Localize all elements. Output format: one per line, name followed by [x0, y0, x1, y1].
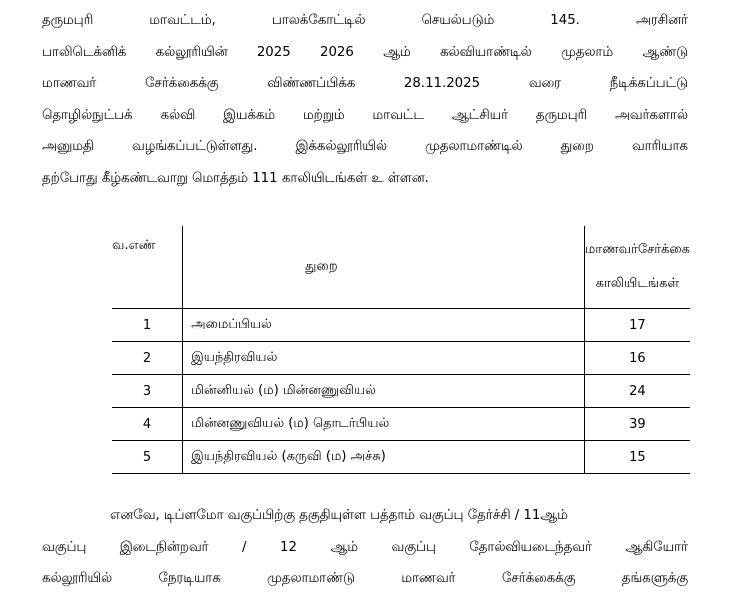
word: வழங்கப்பட்டுள்ளது.: [131, 139, 258, 154]
word: ஆகியோர்: [625, 539, 688, 555]
table-row: [112, 441, 690, 474]
word: பாலக்கோட்டில்: [271, 13, 366, 28]
header-vacancies: [584, 226, 690, 309]
cell-department: இயந்திரவியல் (கருவி (ம) அச்சு): [183, 441, 585, 474]
text-line: [42, 37, 688, 69]
word: சேர்க்கைக்கு: [501, 571, 576, 586]
word: தருமபுரி: [535, 107, 588, 123]
word: நேரடியாக: [158, 571, 221, 586]
word: ஆண்டு: [642, 44, 688, 60]
word: தங்களுக்கு: [621, 571, 688, 586]
word: ஆம்: [383, 44, 411, 60]
text-line: [42, 532, 688, 564]
word: தருமபுரி: [42, 13, 94, 28]
word: வகுப்பு: [42, 539, 87, 555]
word: வாரியாக: [631, 139, 688, 154]
closing-paragraph: [42, 500, 688, 595]
word: /: [242, 539, 247, 555]
text-line: [42, 163, 688, 195]
word: முதலாமாண்டு: [267, 571, 355, 586]
cell-department: இயந்திரவியல்: [183, 342, 585, 375]
word: கல்லூரியின்: [155, 44, 228, 60]
word: வகுப்பு: [391, 539, 436, 555]
cell-sno: 4: [112, 408, 183, 441]
word: ஆம்: [330, 539, 358, 555]
word: 2026: [320, 44, 354, 60]
cell-vacancies: 15: [584, 441, 690, 474]
cell-sno: 1: [112, 309, 183, 342]
word: நீடிக்கப்பட்டு: [609, 76, 688, 91]
word: முதலாமாண்டில்: [425, 139, 523, 154]
cell-vacancies: 16: [584, 342, 690, 375]
word: சேர்க்கைக்கு: [144, 76, 219, 91]
word: மாணவர்: [42, 76, 97, 91]
cell-vacancies: 17: [584, 309, 690, 342]
table-row: [112, 309, 690, 342]
text-line: [42, 5, 688, 37]
date-text: 28.11.2025: [403, 76, 481, 91]
word: அவர்களால்: [614, 107, 688, 123]
text-line: [42, 563, 688, 595]
cell-sno: 5: [112, 441, 183, 474]
word: முதலாம்: [560, 44, 614, 60]
text-line: [42, 131, 688, 163]
word: மற்றும்: [302, 107, 345, 123]
word: மாணவர்: [401, 571, 456, 586]
word: செயல்படும்: [421, 13, 495, 28]
cell-sno: 2: [112, 342, 183, 375]
word: அனுமதி: [42, 139, 94, 154]
cell-vacancies: 24: [584, 375, 690, 408]
vacancy-table: [112, 226, 690, 474]
word: ஆட்சியர்: [451, 107, 509, 123]
cell-department: மின்னணுவியல் (ம) தொடர்பியல்: [183, 408, 585, 441]
table-row: [112, 375, 690, 408]
word: கல்வியாண்டில்: [440, 44, 532, 60]
word: மாவட்டம்,: [149, 13, 216, 28]
word: 145.: [550, 13, 580, 28]
cell-sno: 3: [112, 375, 183, 408]
word: வரை: [528, 76, 561, 91]
word: கல்லூரியில்: [42, 571, 113, 586]
word: பாலிடெக்னிக்: [42, 44, 127, 60]
word: விண்ணப்பிக்க: [267, 76, 356, 91]
text-line: [42, 500, 688, 532]
cell-vacancies: 39: [584, 408, 690, 441]
word: துறை: [560, 139, 594, 154]
word: தோல்வியடைந்தவர்: [469, 539, 592, 555]
text-line: [42, 68, 688, 100]
cell-department: அமைப்பியல்: [183, 309, 585, 342]
word: எனவே, டிப்ளமோ வகுப்பிற்கு தகுதியுள்ள பத்தாம் வகுப்பு தேர்ச்சி / 11ஆம்: [110, 508, 568, 523]
word: மாவட்ட: [372, 107, 424, 123]
header-sno: வ.எண்: [112, 226, 183, 309]
cell-department: மின்னியல் (ம) மின்னணுவியல்: [183, 375, 585, 408]
text-line: [42, 100, 688, 132]
word: இடைநின்றவர்: [119, 539, 209, 555]
table-row: [112, 342, 690, 375]
word: 2025: [256, 44, 291, 60]
word: அரசினர்: [636, 13, 688, 28]
word: கல்வி: [160, 107, 196, 123]
word: இக்கல்லூரியில்: [295, 139, 387, 154]
word: இயக்கம்: [223, 107, 276, 123]
word: 12: [280, 539, 297, 555]
table-header-row: [112, 226, 690, 309]
intro-paragraph: [42, 5, 688, 194]
header-department: துறை: [183, 226, 585, 309]
table-row: [112, 408, 690, 441]
word: தற்போது கீழ்கண்டவாறு மொத்தம் 111 காலியிடங்கள் உ ள்ளன.: [42, 170, 429, 186]
header-vacancies-line1: மாணவர்சேர்க்கை: [584, 242, 690, 257]
header-vacancies-line2: காலியிடங்கள்: [595, 276, 680, 291]
word: தொழில்நுட்பக்: [42, 107, 133, 123]
